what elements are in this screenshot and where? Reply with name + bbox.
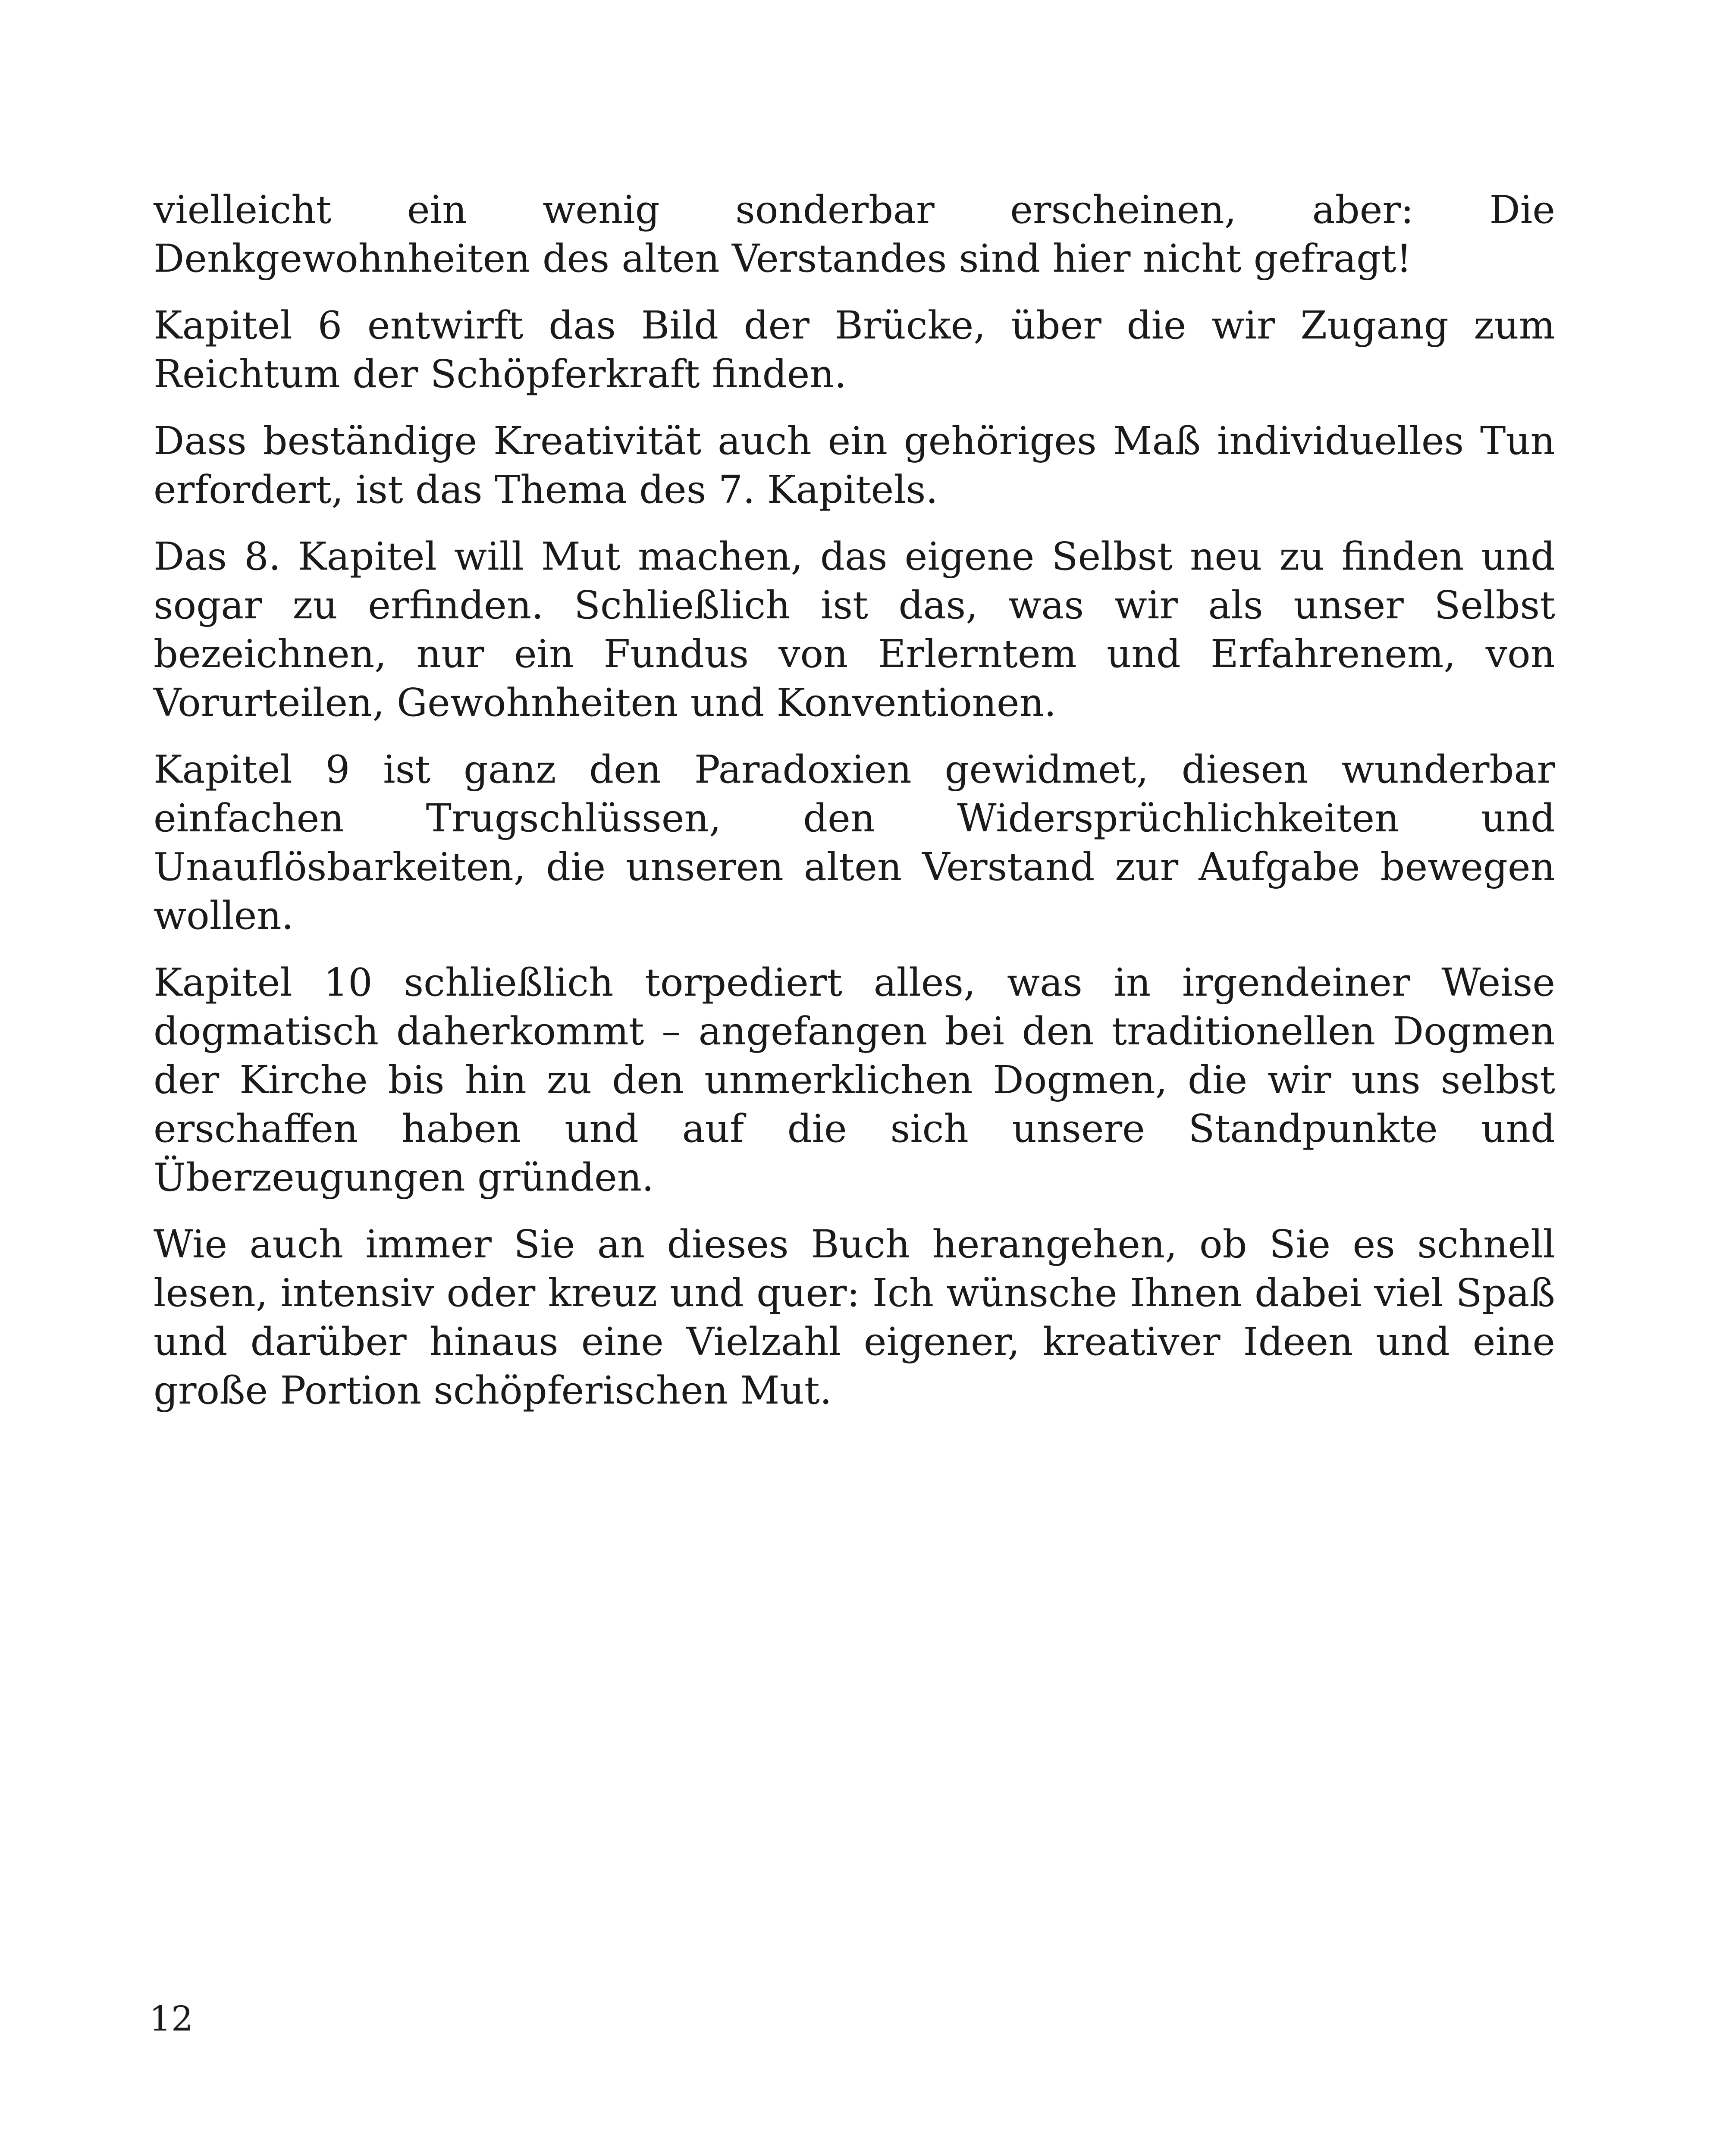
paragraph: Wie auch immer Sie an dieses Buch herangehen, ob Sie es schnell lesen, intensiv oder kreuz und quer: Ich wünsche Ihnen dabei viel Spaß und darüber hinaus eine Vielzahl eigener, kreativer Ideen und eine große Portion schöpferischen Mut. bbox=[154, 1222, 1555, 1413]
paragraph: Kapitel 6 entwirft das Bild der Brücke, über die wir Zugang zum Reichtum der Schöpferkraft finden. bbox=[154, 303, 1555, 396]
paragraph: Dass beständige Kreativität auch ein gehöriges Maß individuelles Tun erfordert, ist das Thema des 7. Kapitels. bbox=[154, 418, 1555, 512]
paragraph: Kapitel 10 schließlich torpediert alles, was in irgendeiner Weise dogmatisch daherkommt – angefangen bei den traditionellen Dogmen der Kirche bis hin zu den unmerklichen Dogmen, die wir uns selbst erschaffen haben und auf die sich unsere Standpunkte und Überzeugungen gründen. bbox=[154, 960, 1555, 1200]
page-number: 12 bbox=[149, 1999, 193, 2039]
paragraph: Kapitel 9 ist ganz den Paradoxien gewidmet, diesen wunderbar einfachen Trugschlüssen, den Widersprüchlichkeiten und Unauflösbarkeiten, die unseren alten Verstand zur Aufgabe bewegen wollen. bbox=[154, 747, 1555, 938]
paragraph: Das 8. Kapitel will Mut machen, das eigene Selbst neu zu finden und sogar zu erfinden. Schließlich ist das, was wir als unser Selbst bezeichnen, nur ein Fundus von Erlerntem und Erfahrenem, von Vorurteilen, Gewohnheiten und Konventionen. bbox=[154, 534, 1555, 725]
body-text bbox=[154, 185, 1555, 1433]
paragraph: vielleicht ein wenig sonderbar erscheinen, aber: Die Denkgewohnheiten des alten Verstandes sind hier nicht gefragt! bbox=[154, 187, 1555, 281]
